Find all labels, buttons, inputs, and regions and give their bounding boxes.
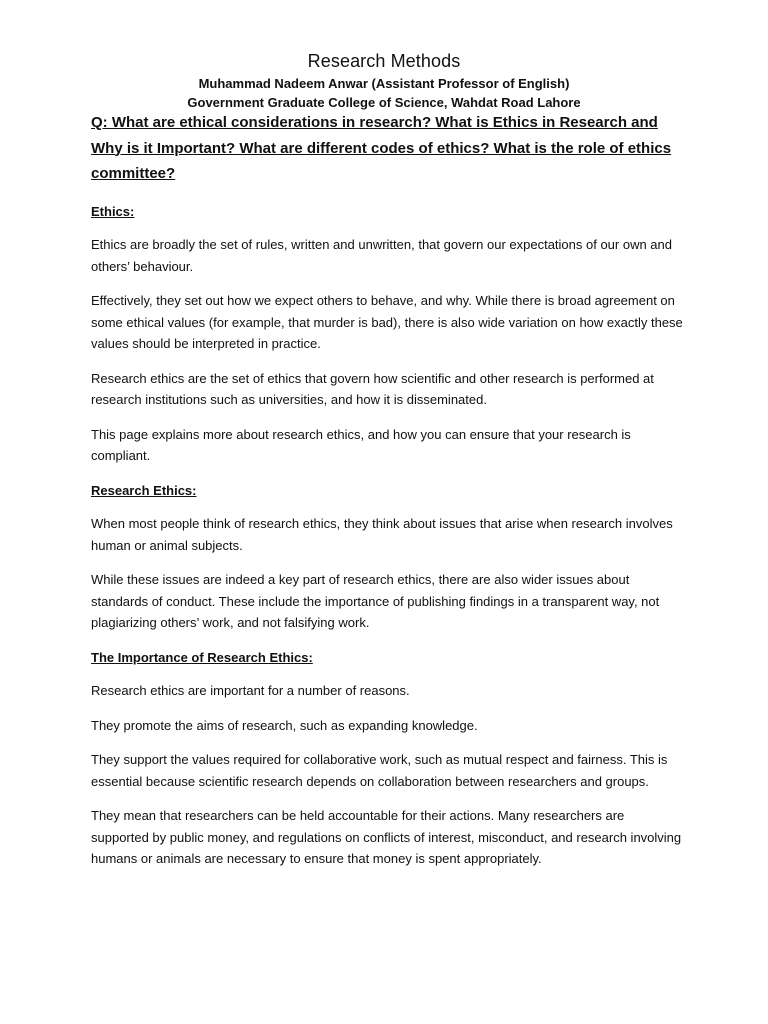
institution-line: Government Graduate College of Science, Wahdat Road Lahore: [187, 95, 581, 110]
paragraph: Ethics are broadly the set of rules, written and unwritten, that govern our expectations of our own and others’ behaviour.: [91, 237, 672, 274]
document-body: [91, 110, 683, 883]
document-title: Research Methods: [307, 51, 461, 71]
paragraph: They support the values required for collaborative work, such as mutual respect and fairness. This is essential because scientific research depends on collaboration between researchers and groups.: [91, 752, 668, 789]
paragraph: While these issues are indeed a key part of research ethics, there are also wider issues about standards of conduct. These include the importance of publishing findings in a transparent way, not plagiarizing others’ work, and not falsifying work.: [91, 572, 660, 630]
document-header: [0, 48, 768, 112]
question-heading: Q: What are ethical considerations in research? What is Ethics in Research and Why is it Important? What are different codes of ethics? What is the role of ethics committee?: [91, 114, 672, 182]
paragraph: Research ethics are the set of ethics that govern how scientific and other research is performed at research institutions such as universities, and how it is disseminated.: [91, 370, 654, 407]
paragraph: They promote the aims of research, such as expanding knowledge.: [91, 717, 478, 733]
section-heading-ethics: Ethics:: [91, 203, 135, 219]
section-heading-research-ethics: Research Ethics:: [91, 482, 197, 498]
paragraph: This page explains more about research ethics, and how you can ensure that your research is compliant.: [91, 426, 631, 463]
section-heading-importance: The Importance of Research Ethics:: [91, 649, 313, 665]
author-line: Muhammad Nadeem Anwar (Assistant Professor of English): [198, 76, 570, 91]
paragraph: Research ethics are important for a number of reasons.: [91, 683, 410, 698]
paragraph: When most people think of research ethics, they think about issues that arise when research involves human or animal subjects.: [91, 516, 673, 553]
paragraph: They mean that researchers can be held accountable for their actions. Many researchers are supported by public money, and regulations on conflicts of interest, misconduct, and research involving humans or animals are necessary to ensure that money is spent appropriately.: [91, 808, 682, 866]
paragraph: Effectively, they set out how we expect others to behave, and why. While there is broad agreement on some ethical values (for example, that murder is bad), there is also wide variation on how exactly these values should be interpreted in practice.: [91, 293, 683, 351]
